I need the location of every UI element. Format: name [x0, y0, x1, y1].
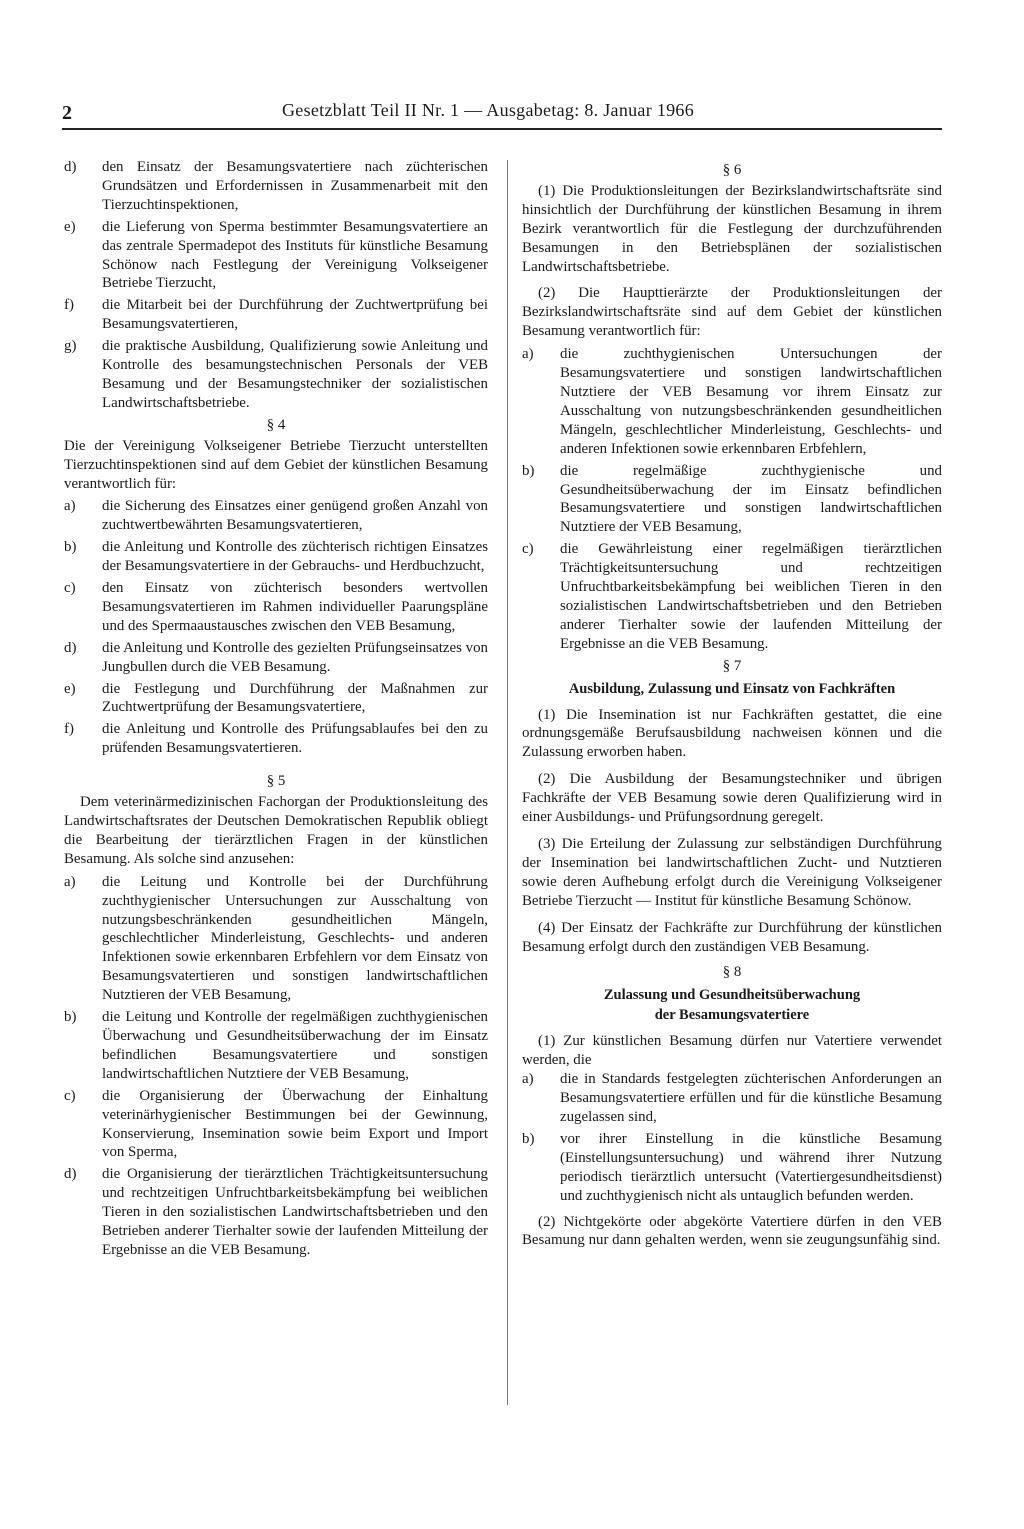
item-text: die zuchthygienischen Untersuchungen der Besamungsvatertiere und sonstigen landwirtschaftlichen Nutztiere der VEB Besamung vor ihrem Einsatz zur Ausschaltung von nutzungsbeschränkenden gesundheitlichen Mängeln, geschlechtlicher Minderleistung, Geschlechts- und anderen Infektionen sowie erkennbaren Erbfehlern,: [560, 346, 942, 457]
item-text: die Sicherung des Einsatzes einer genügend großen Anzahl von zuchtwertbewährten Besamungsvatertieren,: [102, 498, 488, 534]
section-7-paragraph-2: (2) Die Ausbildung der Besamungstechniker und übrigen Fachkräfte der VEB Besamung sowie deren Qualifizierung wird in einer Ausbildungs- und Prüfungsordnung geregelt.: [522, 771, 942, 826]
item-label: a): [64, 873, 76, 890]
item-label: c): [522, 541, 534, 558]
list-item: [64, 538, 488, 576]
list-item: [64, 680, 488, 718]
section-7-paragraph-4: (4) Der Einsatz der Fachkräfte zur Durchführung der künstlichen Besamung erfolgt durch den zuständigen VEB Besamung.: [522, 919, 942, 955]
list-item: [64, 873, 488, 1005]
item-text: vor ihrer Einstellung in die künstliche Besamung (Einstellungsuntersuchung) und während ihrer Nutzung periodisch tierärztlich untersucht (Vatertiergesundheitsdienst) und zuchthygienisch nicht als untauglich befunden werden.: [560, 1130, 942, 1204]
list-item: [522, 1070, 942, 1127]
page-header: [62, 98, 942, 130]
list-item: [64, 218, 488, 294]
header-title: Gesetzblatt Teil II Nr. 1 — Ausgabetag: 8. Januar 1966: [282, 100, 695, 120]
section-6-paragraph-2: (2) Die Haupttierärzte der Produktionsleitungen der Bezirkslandwirtschaftsräte sind auf dem Gebiet der künstlichen Besamung verantwortlich für:: [522, 285, 942, 340]
list-item: [522, 540, 942, 653]
item-text: den Einsatz der Besamungsvatertiere nach züchterischen Grundsätzen und Erfordernissen in Zusammenarbeit mit den Tierzuchtinspektionen,: [102, 159, 488, 213]
list-item: [64, 1087, 488, 1163]
section-8-title-line-2: der Besamungsvatertiere: [654, 1007, 810, 1024]
list-item: [64, 497, 488, 535]
section-6-heading: § 6: [722, 162, 742, 178]
section-4-heading: § 4: [266, 416, 286, 433]
list-item: [64, 158, 488, 215]
section-8-paragraph-2: (2) Nichtgekörte oder abgekörte Vatertiere dürfen in den VEB Besamung nur dann gehalten werden, wenn sie zeugungsunfähig sind.: [522, 1213, 942, 1249]
section-8-title-line-1: Zulassung und Gesundheitsüberwachung: [603, 987, 861, 1004]
section-5-heading: § 5: [266, 773, 286, 790]
list-item: [64, 296, 488, 334]
item-label: f): [64, 297, 74, 314]
section-4-intro: Die der Vereinigung Volkseigener Betriebe Tierzucht unterstellten Tierzuchtinspektionen sind auf dem Gebiet der künstlichen Besamung verantwortlich für:: [64, 437, 488, 492]
item-label: c): [64, 1087, 76, 1104]
section-5-list: [64, 873, 488, 1260]
left-column: [64, 158, 488, 1263]
item-text: die in Standards festgelegten züchterischen Anforderungen an Besamungsvatertiere erfüllen und für die künstliche Besamung zugelassen sind,: [560, 1071, 942, 1125]
list-item: [64, 639, 488, 677]
section-7-heading: § 7: [722, 657, 742, 674]
item-text: den Einsatz von züchterisch besonders wertvollen Besamungsvatertieren im Rahmen individueller Paarungspläne und des Spermaaustausches zwischen den VEB Besamung,: [102, 580, 488, 634]
section-8-paragraph-1: (1) Zur künstlichen Besamung dürfen nur Vatertiere verwendet werden, die: [522, 1033, 942, 1069]
list-item: [64, 720, 488, 758]
item-label: d): [64, 159, 77, 175]
section-7-paragraph-1: (1) Die Insemination ist nur Fachkräften gestattet, die eine ordnungsgemäße Berufsausbildung nachweisen können und die Zulassung erworben haben.: [522, 706, 942, 761]
list-item: [64, 1008, 488, 1084]
item-text: die Organisierung der Überwachung der Einhaltung veterinärhygienischer Bestimmungen bei der Gewinnung, Konservierung, Insemination sowie beim Export und Import von Sperma,: [102, 1087, 488, 1161]
item-text: die Lieferung von Sperma bestimmter Besamungsvatertiere an das zentrale Spermadepot des Instituts für künstliche Besamung Schönow nach Festlegung der Vereinigung Volkseigener Betriebe Tierzucht,: [102, 218, 488, 292]
section-6-list: [522, 345, 942, 654]
section-7-paragraph-3: (3) Die Erteilung der Zulassung zur selbständigen Durchführung der Insemination bei landwirtschaftlichen Zucht- und Nutztieren sowie deren Aufhebung erfolgt durch die Vereinigung Volkseigener Betriebe Tierzucht — Institut für künstliche Besamung Schönow.: [522, 836, 942, 909]
item-label: a): [522, 1071, 534, 1088]
section-8-heading: § 8: [722, 964, 742, 981]
page-number: 2: [62, 102, 72, 124]
item-label: c): [64, 580, 76, 597]
list-item: [522, 1130, 942, 1206]
item-text: die regelmäßige zuchthygienische und Gesundheitsüberwachung der im Einsatz befindlichen Besamungsvatertiere und sonstigen landwirtschaftlichen Nutztiere der VEB Besamung,: [560, 462, 942, 536]
section-6-paragraph-1: (1) Die Produktionsleitungen der Bezirkslandwirtschaftsräte sind hinsichtlich der Durchführung der künstlichen Besamung in ihrem Bezirk verantwortlich für die Festlegung der durchzuführenden Besamungen in den Betriebsplänen der sozialistischen Landwirtschaftsbetriebe.: [522, 182, 942, 275]
item-text: die Anleitung und Kontrolle des gezielten Prüfungseinsatzes von Jungbullen durch die VEB Besamung.: [102, 639, 488, 675]
item-text: die praktische Ausbildung, Qualifizierung sowie Anleitung und Kontrolle des besamungstechnischen Personals der VEB Besamung und der Besamungstechniker der sozialistischen Landwirtschaftsbetriebe.: [102, 338, 488, 411]
item-label: b): [64, 1009, 77, 1026]
item-label: b): [64, 539, 77, 556]
list-top: [64, 158, 488, 413]
item-label: d): [64, 639, 77, 656]
section-5-intro: Dem veterinärmedizinischen Fachorgan der Produktionsleitung des Landwirtschaftsrates der Deutschen Demokratischen Republik obliegt die Bearbeitung der tierärztlichen Fragen in der künstlichen Besamung. Als solche sind anzusehen:: [64, 794, 488, 867]
list-item: [64, 1165, 488, 1260]
item-text: die Festlegung und Durchführung der Maßnahmen zur Zuchtwertprüfung der Besamungsvatertiere,: [102, 680, 488, 716]
item-label: g): [64, 338, 77, 355]
item-text: die Anleitung und Kontrolle des züchterisch richtigen Einsatzes der Besamungsvatertiere in der Gebrauchs- und Herdbuchzucht,: [102, 539, 488, 575]
column-divider: [507, 160, 508, 1405]
item-label: b): [522, 1130, 535, 1147]
section-7-title: Ausbildung, Zulassung und Einsatz von Fachkräften: [568, 680, 896, 697]
list-item: [64, 579, 488, 636]
list-item: [64, 337, 488, 413]
item-text: die Leitung und Kontrolle der regelmäßigen zuchthygienischen Überwachung und Gesundheitsüberwachung der im Einsatz befindlichen Besamungsvatertiere und sonstigen landwirtschaftlichen Nutztiere der VEB Besamung,: [102, 1009, 488, 1082]
item-label: d): [64, 1166, 77, 1183]
item-text: die Leitung und Kontrolle bei der Durchführung zuchthygienischer Untersuchungen zur Ausschaltung von nutzungsbeschränkenden gesundheitlichen Mängeln, geschlechtlicher Minderleistung, Geschlechts- und anderen Infektionen sowie erkennbaren Erbfehlern vor dem Einsatz von Besamungsvatertieren und sonstigen landwirtschaftlichen Nutztieren der VEB Besamung,: [102, 873, 488, 1004]
right-column: [522, 158, 942, 1250]
item-label: e): [64, 218, 76, 235]
item-label: a): [64, 498, 76, 515]
item-text: die Mitarbeit bei der Durchführung der Zuchtwertprüfung bei Besamungsvatertieren,: [102, 297, 488, 333]
item-text: die Organisierung der tierärztlichen Trächtigkeitsuntersuchung und rechtzeitigen Unfruchtbarkeitsbekämpfung bei weiblichen Tieren in den sozialistischen Landwirtschaftsbetrieben und den Betrieben anderer Tierhalter sowie der laufenden Mitteilung der Ergebnisse an die VEB Besamung.: [102, 1166, 488, 1258]
list-item: [522, 345, 942, 458]
item-text: die Gewährleistung einer regelmäßigen tierärztlichen Trächtigkeitsuntersuchung und rechtzeitigen Unfruchtbarkeitsbekämpfung bei weiblichen Tieren in den sozialistischen Landwirtschaftsbetrieben und den Betrieben anderer Tierhalter sowie der laufenden Mitteilung der Ergebnisse an die VEB Besamung.: [560, 541, 942, 652]
item-label: f): [64, 721, 74, 738]
item-label: a): [522, 346, 534, 363]
section-8-list: [522, 1070, 942, 1205]
item-label: e): [64, 680, 76, 697]
item-label: b): [522, 462, 535, 479]
item-text: die Anleitung und Kontrolle des Prüfungsablaufes bei den zu prüfenden Besamungsvatertieren.: [102, 721, 488, 757]
section-4-list: [64, 497, 488, 758]
list-item: [522, 462, 942, 538]
